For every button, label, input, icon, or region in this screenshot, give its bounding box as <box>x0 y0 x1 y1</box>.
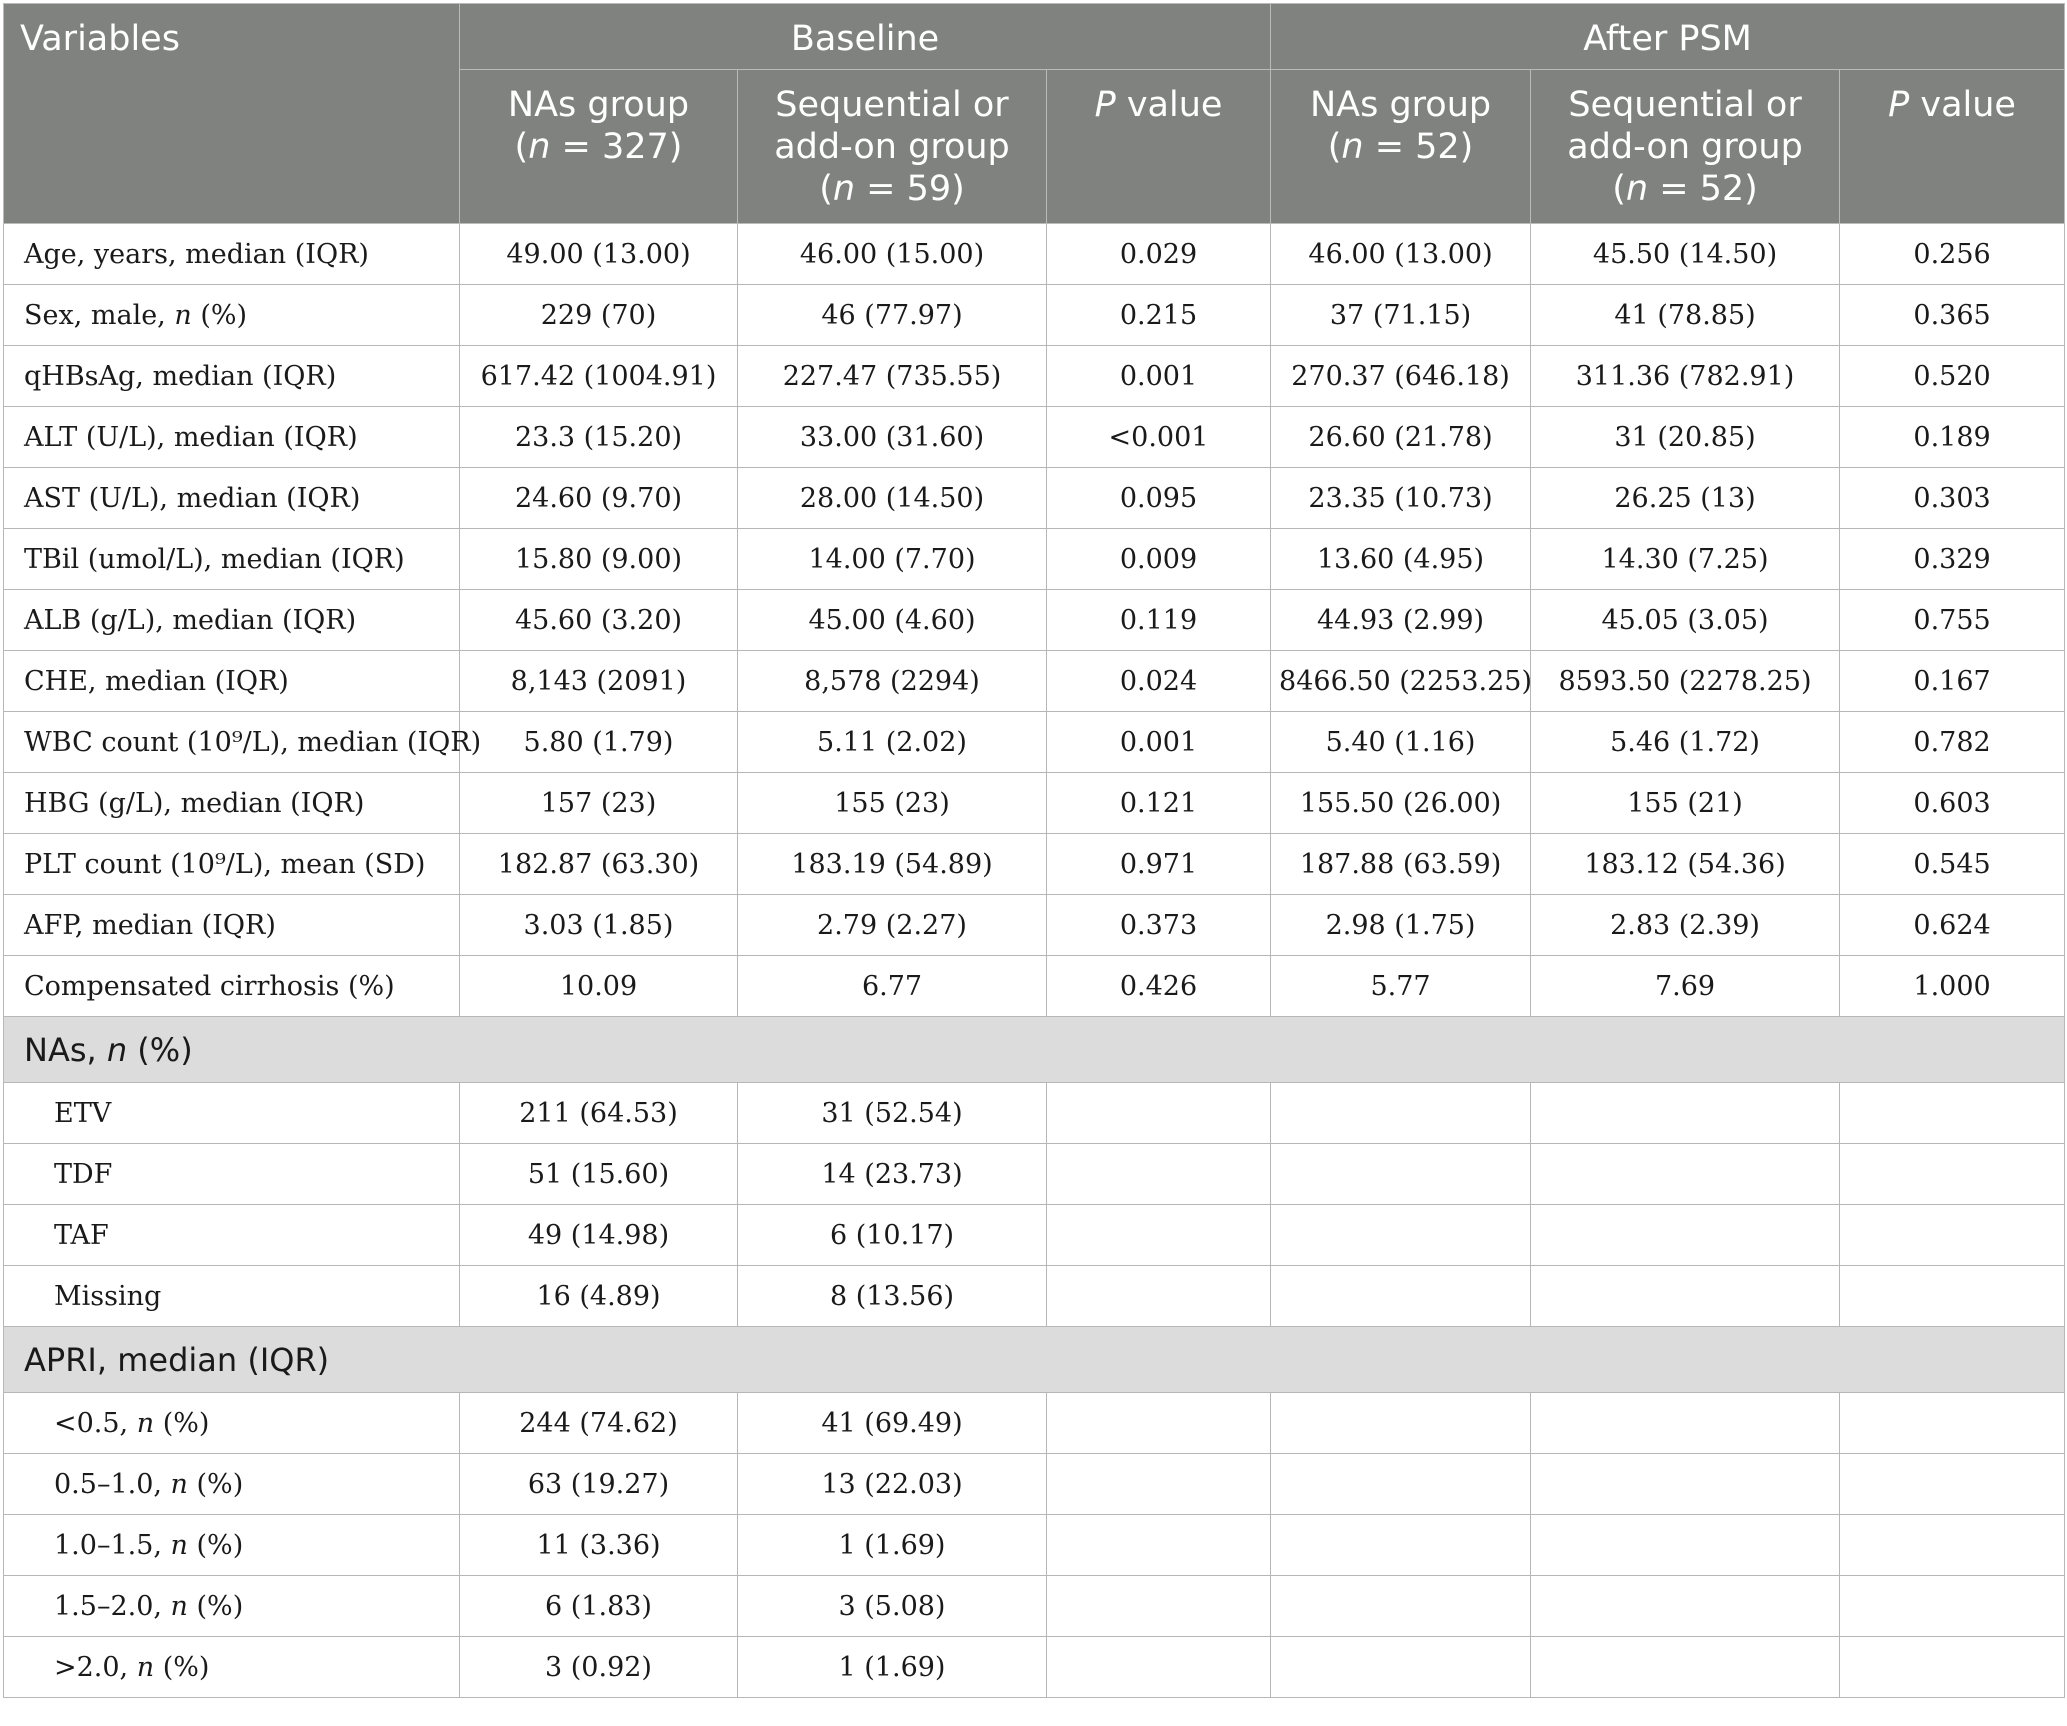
table-row <box>4 346 2065 407</box>
table-cell <box>1271 1515 1531 1576</box>
table-cell <box>1271 1266 1531 1327</box>
table-cell: 8466.50 (2253.25) <box>1271 651 1531 712</box>
table-cell: 2.98 (1.75) <box>1271 895 1531 956</box>
table-cell: 11 (3.36) <box>460 1515 738 1576</box>
header-baseline-p-value: P value <box>1047 70 1271 224</box>
table-cell <box>1271 1144 1531 1205</box>
row-label: PLT count (10⁹/L), mean (SD) <box>4 834 460 895</box>
table-row <box>4 773 2065 834</box>
table-cell: 311.36 (782.91) <box>1531 346 1840 407</box>
table-cell: 229 (70) <box>460 285 738 346</box>
table-cell <box>1047 1576 1271 1637</box>
table-cell <box>1047 1454 1271 1515</box>
table-cell <box>1531 1205 1840 1266</box>
table-cell: 14.00 (7.70) <box>738 529 1047 590</box>
row-label: HBG (g/L), median (IQR) <box>4 773 460 834</box>
table-cell: 31 (52.54) <box>738 1083 1047 1144</box>
table-row <box>4 1083 2065 1144</box>
table-cell <box>1047 1637 1271 1698</box>
row-label: AFP, median (IQR) <box>4 895 460 956</box>
table-row <box>4 407 2065 468</box>
table-cell: 23.3 (15.20) <box>460 407 738 468</box>
table-cell: 0.095 <box>1047 468 1271 529</box>
table-cell: 46.00 (13.00) <box>1271 224 1531 285</box>
table-cell: 5.40 (1.16) <box>1271 712 1531 773</box>
row-label: >2.0, n (%) <box>4 1637 460 1698</box>
table-cell: 1 (1.69) <box>738 1637 1047 1698</box>
table-cell: 0.167 <box>1840 651 2065 712</box>
row-label: 1.0–1.5, n (%) <box>4 1515 460 1576</box>
table-cell: 6.77 <box>738 956 1047 1017</box>
table-cell: 0.520 <box>1840 346 2065 407</box>
table-cell: 0.329 <box>1840 529 2065 590</box>
table-cell: 0.373 <box>1047 895 1271 956</box>
table-cell: 0.755 <box>1840 590 2065 651</box>
table-cell: 211 (64.53) <box>460 1083 738 1144</box>
row-label: Age, years, median (IQR) <box>4 224 460 285</box>
table-cell: 0.971 <box>1047 834 1271 895</box>
table-cell: <0.001 <box>1047 407 1271 468</box>
table-cell <box>1840 1576 2065 1637</box>
table-cell: 45.05 (3.05) <box>1531 590 1840 651</box>
header-after-psm-p-value: P value <box>1840 70 2065 224</box>
table-cell: 8593.50 (2278.25) <box>1531 651 1840 712</box>
table-cell: 51 (15.60) <box>460 1144 738 1205</box>
table-row <box>4 1515 2065 1576</box>
table-cell: 0.782 <box>1840 712 2065 773</box>
table-cell: 244 (74.62) <box>460 1393 738 1454</box>
table-cell: 15.80 (9.00) <box>460 529 738 590</box>
table-cell <box>1840 1266 2065 1327</box>
table-cell <box>1271 1205 1531 1266</box>
table-row <box>4 1393 2065 1454</box>
section-nas <box>4 1017 2065 1083</box>
table-cell: 8,578 (2294) <box>738 651 1047 712</box>
section-title: APRI, median (IQR) <box>4 1327 2065 1393</box>
table-cell: 6 (1.83) <box>460 1576 738 1637</box>
table-cell: 0.256 <box>1840 224 2065 285</box>
table-row <box>4 895 2065 956</box>
table-cell: 5.11 (2.02) <box>738 712 1047 773</box>
table-cell: 24.60 (9.70) <box>460 468 738 529</box>
row-label: <0.5, n (%) <box>4 1393 460 1454</box>
table-cell: 1 (1.69) <box>738 1515 1047 1576</box>
table-cell: 14.30 (7.25) <box>1531 529 1840 590</box>
table-cell <box>1271 1454 1531 1515</box>
table-cell: 8,143 (2091) <box>460 651 738 712</box>
table-cell <box>1840 1393 2065 1454</box>
table-cell: 155.50 (26.00) <box>1271 773 1531 834</box>
row-label: Missing <box>4 1266 460 1327</box>
table-cell: 7.69 <box>1531 956 1840 1017</box>
table-row <box>4 1144 2065 1205</box>
row-label: WBC count (10⁹/L), median (IQR) <box>4 712 460 773</box>
table-cell <box>1271 1083 1531 1144</box>
table-cell: 0.119 <box>1047 590 1271 651</box>
row-label: AST (U/L), median (IQR) <box>4 468 460 529</box>
table-cell: 45.60 (3.20) <box>460 590 738 651</box>
table-cell: 157 (23) <box>460 773 738 834</box>
section-apri <box>4 1327 2065 1393</box>
table-row <box>4 1454 2065 1515</box>
table-cell: 0.029 <box>1047 224 1271 285</box>
table-cell: 183.12 (54.36) <box>1531 834 1840 895</box>
table-cell: 45.50 (14.50) <box>1531 224 1840 285</box>
table-row <box>4 224 2065 285</box>
table-cell: 5.46 (1.72) <box>1531 712 1840 773</box>
row-label: qHBsAg, median (IQR) <box>4 346 460 407</box>
table-cell <box>1531 1083 1840 1144</box>
table-cell <box>1531 1515 1840 1576</box>
table-cell: 0.624 <box>1840 895 2065 956</box>
table-cell <box>1271 1393 1531 1454</box>
table-cell <box>1047 1393 1271 1454</box>
table-cell: 6 (10.17) <box>738 1205 1047 1266</box>
table-cell: 46 (77.97) <box>738 285 1047 346</box>
table-cell: 0.303 <box>1840 468 2065 529</box>
row-label: Sex, male, n (%) <box>4 285 460 346</box>
table-cell: 49.00 (13.00) <box>460 224 738 285</box>
table-cell: 10.09 <box>460 956 738 1017</box>
table-cell: 13.60 (4.95) <box>1271 529 1531 590</box>
table-cell: 187.88 (63.59) <box>1271 834 1531 895</box>
table-row <box>4 956 2065 1017</box>
table-cell <box>1840 1515 2065 1576</box>
table-cell: 270.37 (646.18) <box>1271 346 1531 407</box>
table-cell: 3 (5.08) <box>738 1576 1047 1637</box>
baseline-characteristics-table <box>3 3 2065 1698</box>
table-cell <box>1840 1205 2065 1266</box>
table-cell <box>1840 1637 2065 1698</box>
table-body <box>4 224 2065 1698</box>
table-cell: 5.80 (1.79) <box>460 712 738 773</box>
table-cell: 0.545 <box>1840 834 2065 895</box>
row-label: 0.5–1.0, n (%) <box>4 1454 460 1515</box>
table-cell <box>1047 1266 1271 1327</box>
table-cell: 0.024 <box>1047 651 1271 712</box>
table-row <box>4 1576 2065 1637</box>
table-row <box>4 590 2065 651</box>
row-label: Compensated cirrhosis (%) <box>4 956 460 1017</box>
table-cell: 0.603 <box>1840 773 2065 834</box>
table-cell: 0.189 <box>1840 407 2065 468</box>
table-cell: 28.00 (14.50) <box>738 468 1047 529</box>
table-cell: 63 (19.27) <box>460 1454 738 1515</box>
table-cell <box>1840 1144 2065 1205</box>
header-baseline-sequential-group: Sequential or add-on group (n = 59) <box>738 70 1047 224</box>
table-cell <box>1047 1205 1271 1266</box>
table-cell: 26.25 (13) <box>1531 468 1840 529</box>
table-cell <box>1840 1083 2065 1144</box>
table-cell: 0.001 <box>1047 712 1271 773</box>
table-cell: 16 (4.89) <box>460 1266 738 1327</box>
table-cell: 183.19 (54.89) <box>738 834 1047 895</box>
table-cell: 37 (71.15) <box>1271 285 1531 346</box>
table-cell: 3 (0.92) <box>460 1637 738 1698</box>
header-after-psm: After PSM <box>1271 4 2065 70</box>
table-cell: 41 (78.85) <box>1531 285 1840 346</box>
table-cell: 182.87 (63.30) <box>460 834 738 895</box>
table-cell: 617.42 (1004.91) <box>460 346 738 407</box>
table-cell: 155 (21) <box>1531 773 1840 834</box>
table-cell: 0.365 <box>1840 285 2065 346</box>
table-row <box>4 529 2065 590</box>
table-cell: 0.009 <box>1047 529 1271 590</box>
table-cell: 2.83 (2.39) <box>1531 895 1840 956</box>
table-cell: 49 (14.98) <box>460 1205 738 1266</box>
table-cell <box>1271 1637 1531 1698</box>
table-cell: 23.35 (10.73) <box>1271 468 1531 529</box>
table-cell <box>1531 1576 1840 1637</box>
row-label: ALB (g/L), median (IQR) <box>4 590 460 651</box>
section-title: NAs, n (%) <box>4 1017 2065 1083</box>
row-label: TAF <box>4 1205 460 1266</box>
table-cell <box>1047 1083 1271 1144</box>
table-row <box>4 834 2065 895</box>
table-cell: 33.00 (31.60) <box>738 407 1047 468</box>
table-cell: 0.001 <box>1047 346 1271 407</box>
row-label: CHE, median (IQR) <box>4 651 460 712</box>
table-row <box>4 285 2065 346</box>
row-label: TDF <box>4 1144 460 1205</box>
table-cell: 8 (13.56) <box>738 1266 1047 1327</box>
table-row <box>4 651 2065 712</box>
table-cell: 0.426 <box>1047 956 1271 1017</box>
table-cell: 227.47 (735.55) <box>738 346 1047 407</box>
table-cell: 45.00 (4.60) <box>738 590 1047 651</box>
row-label: 1.5–2.0, n (%) <box>4 1576 460 1637</box>
header-variables: Variables <box>4 4 460 224</box>
table-cell <box>1531 1144 1840 1205</box>
row-label: ETV <box>4 1083 460 1144</box>
table-cell: 31 (20.85) <box>1531 407 1840 468</box>
table-cell: 0.121 <box>1047 773 1271 834</box>
table-header <box>4 4 2065 224</box>
header-after-psm-sequential-group: Sequential or add-on group (n = 52) <box>1531 70 1840 224</box>
table-row <box>4 1637 2065 1698</box>
table-cell <box>1531 1454 1840 1515</box>
table-row <box>4 468 2065 529</box>
table-cell <box>1840 1454 2065 1515</box>
table-cell <box>1531 1637 1840 1698</box>
row-label: ALT (U/L), median (IQR) <box>4 407 460 468</box>
table-cell: 46.00 (15.00) <box>738 224 1047 285</box>
table-cell: 41 (69.49) <box>738 1393 1047 1454</box>
table-cell: 3.03 (1.85) <box>460 895 738 956</box>
table-cell <box>1531 1393 1840 1454</box>
table-row <box>4 712 2065 773</box>
table-cell: 14 (23.73) <box>738 1144 1047 1205</box>
header-baseline: Baseline <box>460 4 1271 70</box>
table-cell: 155 (23) <box>738 773 1047 834</box>
table-cell <box>1047 1144 1271 1205</box>
table-cell: 26.60 (21.78) <box>1271 407 1531 468</box>
table-cell: 5.77 <box>1271 956 1531 1017</box>
header-baseline-nas-group: NAs group (n = 327) <box>460 70 738 224</box>
table-cell: 13 (22.03) <box>738 1454 1047 1515</box>
table-cell: 1.000 <box>1840 956 2065 1017</box>
table-cell: 0.215 <box>1047 285 1271 346</box>
table-row <box>4 1266 2065 1327</box>
table-cell <box>1271 1576 1531 1637</box>
table-cell: 44.93 (2.99) <box>1271 590 1531 651</box>
table-cell <box>1047 1515 1271 1576</box>
table-cell: 2.79 (2.27) <box>738 895 1047 956</box>
table-cell <box>1531 1266 1840 1327</box>
row-label: TBil (umol/L), median (IQR) <box>4 529 460 590</box>
header-after-psm-nas-group: NAs group (n = 52) <box>1271 70 1531 224</box>
table-row <box>4 1205 2065 1266</box>
